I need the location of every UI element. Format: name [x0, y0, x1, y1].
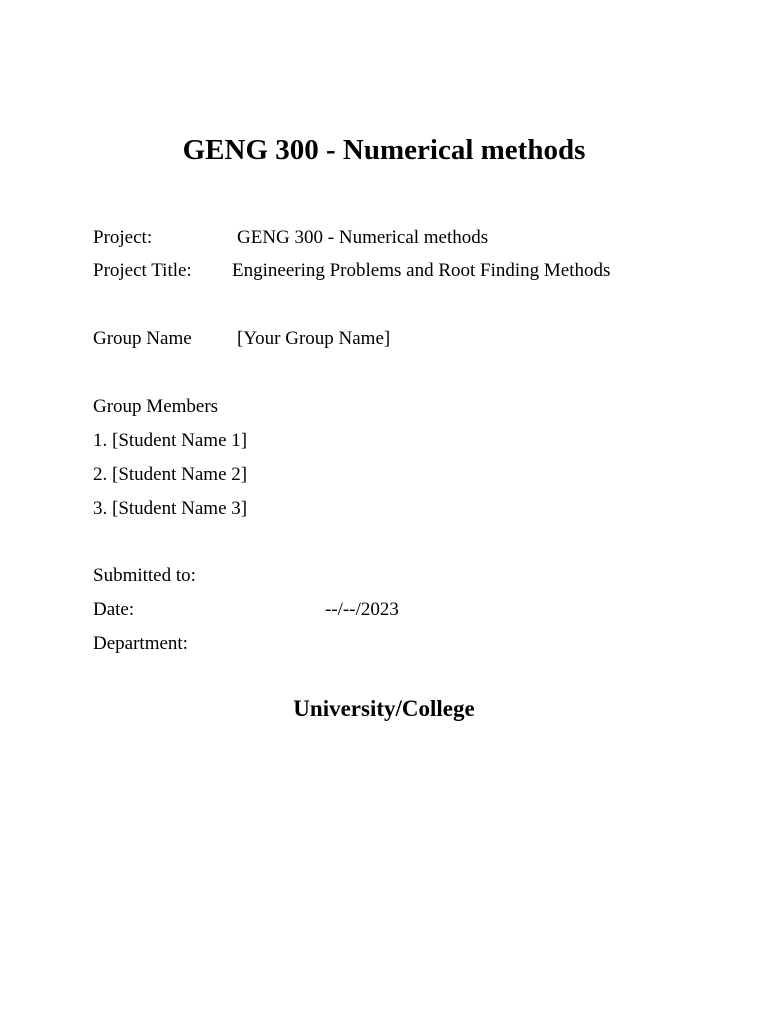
institution-name: University/College: [293, 696, 475, 721]
project-label: Project:: [93, 227, 153, 248]
group-member-item: 3. [Student Name 3]: [93, 498, 248, 519]
group-members-label: Group Members: [93, 396, 219, 417]
document-title: GENG 300 - Numerical methods: [182, 134, 586, 166]
date-value: --/--/2023: [325, 599, 399, 620]
project-title-value: Engineering Problems and Root Finding Methods: [232, 260, 611, 281]
group-name-value: [Your Group Name]: [237, 328, 391, 349]
submitted-to-label: Submitted to:: [93, 565, 196, 586]
date-label: Date:: [93, 599, 135, 620]
group-member-item: 2. [Student Name 2]: [93, 464, 248, 485]
department-label: Department:: [93, 633, 188, 654]
group-name-label: Group Name: [93, 328, 192, 349]
group-member-item: 1. [Student Name 1]: [93, 430, 248, 451]
project-title-label: Project Title:: [93, 260, 192, 281]
project-value: GENG 300 - Numerical methods: [237, 227, 489, 248]
